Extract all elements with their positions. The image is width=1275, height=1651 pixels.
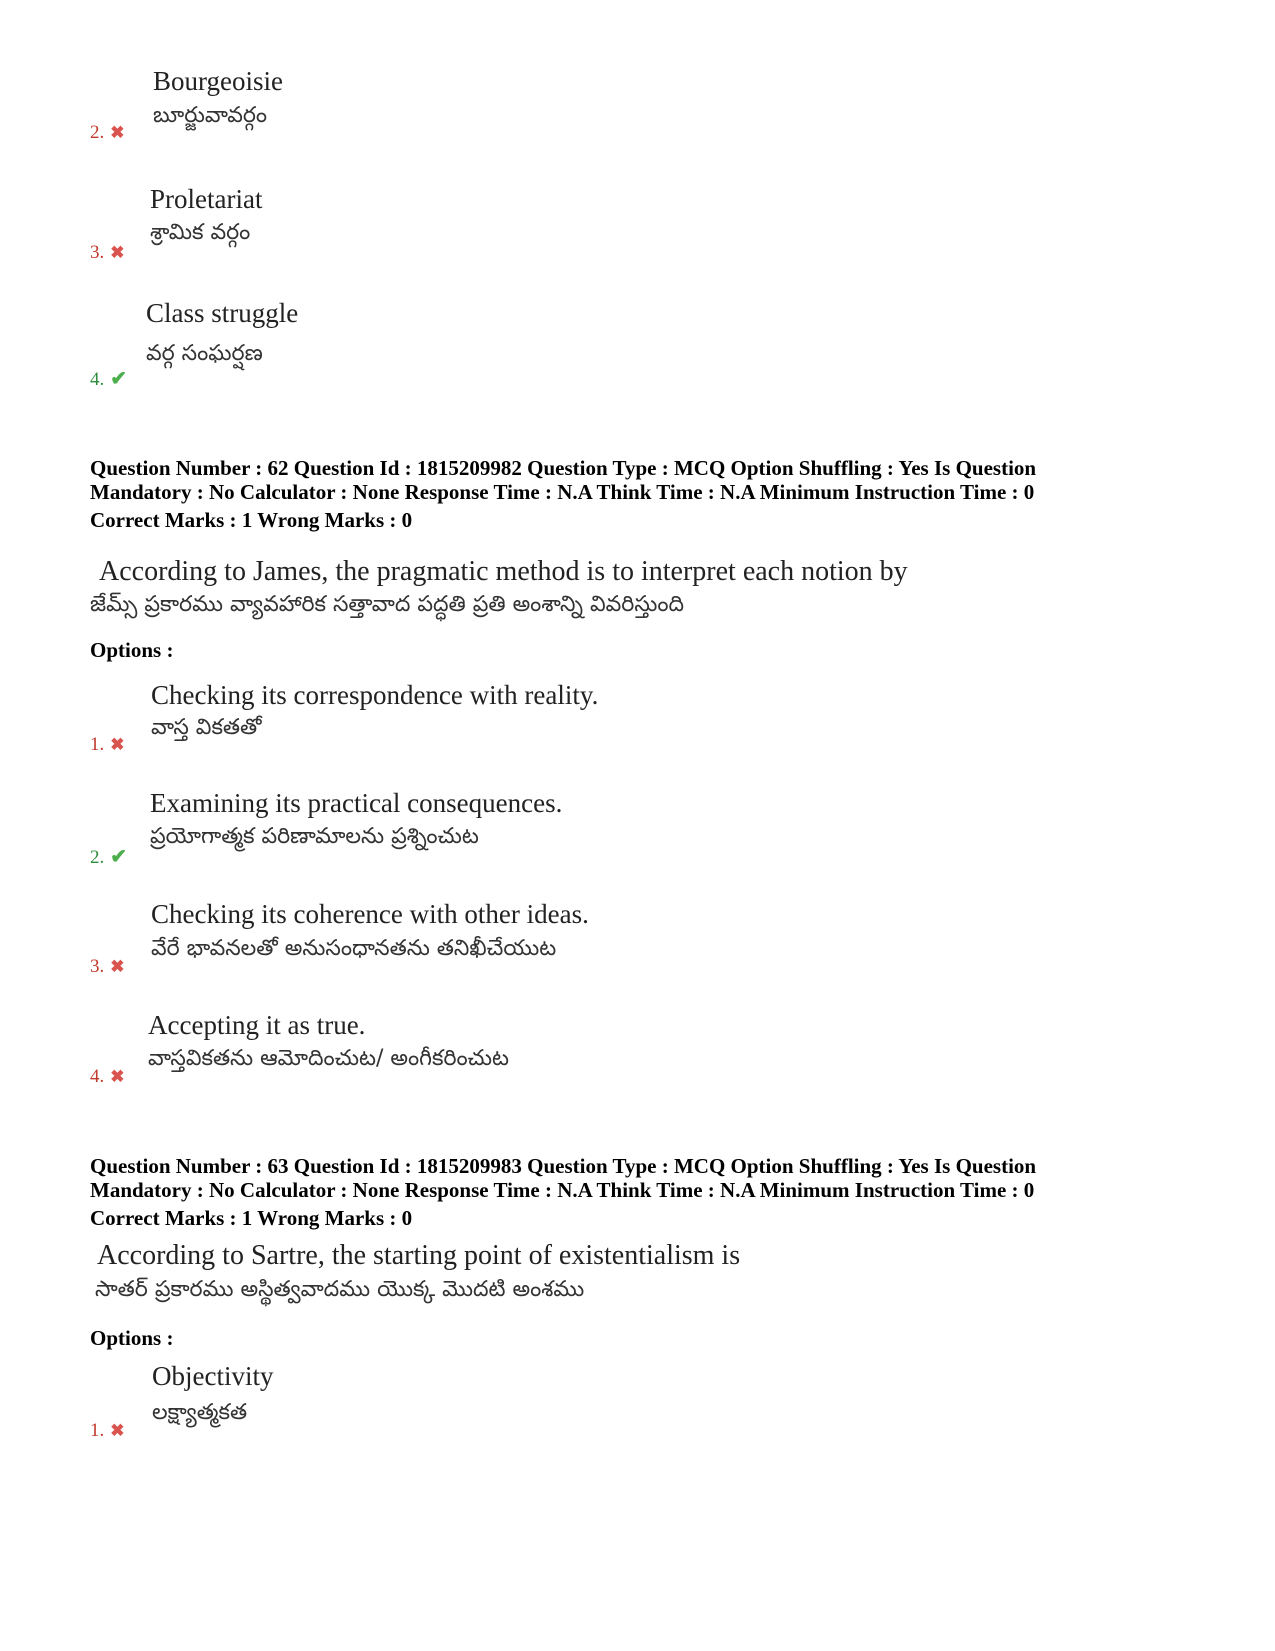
option-number: 3. ✖ — [90, 956, 125, 977]
option-text-te: వాస్తవికతను ఆమోదించుట/ అంగీకరించుట — [148, 1046, 509, 1071]
option-text-en: Objectivity — [152, 1361, 274, 1391]
options-label: Options : — [90, 638, 174, 662]
option-text-en: Class struggle — [146, 298, 299, 328]
option-text-en: Examining its practical consequences. — [150, 788, 563, 818]
option-number: 4. ✖ — [90, 1066, 125, 1087]
option-text-en: Checking its correspondence with reality. — [151, 680, 599, 710]
check-icon: ✔ — [110, 368, 128, 390]
cross-icon: ✖ — [110, 243, 125, 262]
option-text-en: Checking its coherence with other ideas. — [151, 899, 589, 929]
option-text-te: వర్గ సంఘర్షణ — [146, 341, 263, 366]
option-number: 4. ✔ — [90, 368, 128, 390]
cross-icon: ✖ — [110, 1421, 125, 1440]
cross-icon: ✖ — [110, 957, 125, 976]
option-number: 1. ✖ — [90, 734, 125, 755]
option-text-en: Proletariat — [150, 184, 263, 214]
question-meta-line2: Mandatory : No Calculator : None Response Time : N.A Think Time : N.A Minimum Instruction Time : 0 — [90, 480, 1035, 504]
cross-icon: ✖ — [110, 123, 125, 142]
option-text-en: Bourgeoisie — [153, 66, 283, 96]
option-number: 2. ✔ — [90, 846, 128, 868]
question-text-te: జేమ్స్ ప్రకారము వ్యావహారిక సత్తావాద పద్ధతి ప్రతి అంశాన్ని వివరిస్తుంది — [90, 592, 685, 617]
cross-icon: ✖ — [110, 1067, 125, 1086]
option-text-te: వేరే భావనలతో అనుసంధానతను తనిఖీచేయుట — [151, 936, 557, 961]
question-meta-line1: Question Number : 63 Question Id : 1815209983 Question Type : MCQ Option Shuffling : Yes Is Question — [90, 1154, 1037, 1178]
option-number: 1. ✖ — [90, 1420, 125, 1441]
question-text-en: According to James, the pragmatic method is to interpret each notion by — [99, 556, 908, 587]
options-label: Options : — [90, 1326, 174, 1350]
option-text-te: ప్రయోగాత్మక పరిణామాలను ప్రశ్నించుట — [150, 824, 479, 849]
option-text-te: శ్రామిక వర్గం — [150, 220, 251, 245]
option-text-en: Accepting it as true. — [148, 1010, 366, 1040]
cross-icon: ✖ — [110, 735, 125, 754]
question-marks: Correct Marks : 1 Wrong Marks : 0 — [90, 1206, 413, 1230]
check-icon: ✔ — [110, 846, 128, 868]
question-meta-line2: Mandatory : No Calculator : None Response Time : N.A Think Time : N.A Minimum Instruction Time : 0 — [90, 1178, 1035, 1202]
option-text-te: వాస్త వికతతో — [151, 715, 262, 740]
option-number: 2. ✖ — [90, 122, 125, 143]
option-text-te: బూర్జువావర్గం — [153, 103, 268, 128]
question-text-te: సాతర్ ప్రకారము అస్థిత్వవాదము యొక్క మొదటి అంశము — [95, 1277, 585, 1302]
option-text-te: లక్ష్యాత్మకత — [152, 1400, 248, 1425]
option-number: 3. ✖ — [90, 242, 125, 263]
question-text-en: According to Sartre, the starting point of existentialism is — [97, 1240, 741, 1271]
question-meta-line1: Question Number : 62 Question Id : 1815209982 Question Type : MCQ Option Shuffling : Yes Is Question — [90, 456, 1037, 480]
question-marks: Correct Marks : 1 Wrong Marks : 0 — [90, 508, 413, 532]
